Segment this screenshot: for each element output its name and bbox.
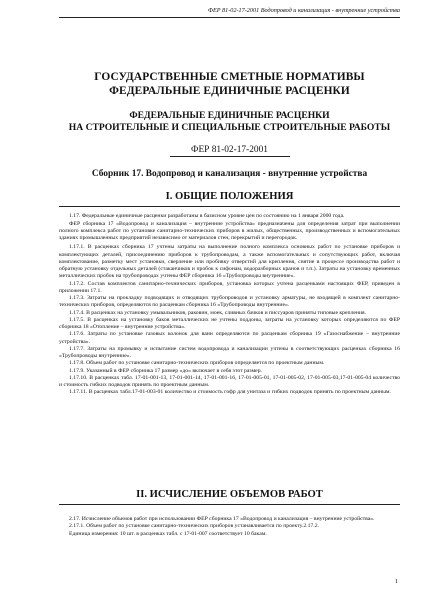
paragraph: ФЕР сборника 17 «Водопровод и канализация – внутренние устройства» предназначены для определения затрат при выполнении полного комплекса работ по установке санитарно-технических приборов в жилых, общественных, производственных и вспомогательных зданиях промышленных предприятий независимо от материалов стен, перекрытий и перегородок. xyxy=(59,220,400,242)
paragraph: Единица измерения: 10 шт. в расценках табл. с 17-01-007 соответствует 10 бакам. xyxy=(69,530,267,537)
paragraph: 1.17.9. Указанный в ФЕР сборника 17 размер «до» включает в себя этот размер. xyxy=(69,367,262,374)
subtitle xyxy=(59,110,400,134)
paragraph: 1.17.3. Затраты на прокладку подводящих и отводящих трубопроводов и установку арматуры, не входящей в комплект санитарно-технических приборов, определяются по расценкам сборника 16 «Трубопроводы внутренние». xyxy=(59,295,400,309)
running-header: ФЕР 81-02-17-2001 Водопровод и канализация - внутренние устройства xyxy=(207,7,400,14)
section-1-rule xyxy=(59,206,400,207)
paragraph: 2.17. Исчисление объемов работ при использовании ФЕР сборника 17 «Водопровод и канализация – внутренние устройства». xyxy=(69,516,375,522)
header-rule xyxy=(59,17,400,18)
paragraph: 2.17.1. Объем работ по установке санитарно-технических приборов устанавливается по проекту.2.17.2. xyxy=(69,523,319,530)
section-2-body xyxy=(59,516,400,538)
paragraph: 1.17.5. В расценках на установку баков металлических не учтены поддоны, затраты на установку которых определяются по ФЕР сборника 18 «Отопление – внутренние устройства». xyxy=(59,316,400,331)
section-2-rule xyxy=(59,504,400,505)
paragraph: 1.17.11. В расценках табл.17-01-003-01 количество и стоимость гофр для унитаза и гибких подводок принять по проектным данным. xyxy=(69,389,391,396)
collection-title: Сборник 17. Водопровод и канализация - внутренние устройства xyxy=(91,169,368,180)
section-1-heading: I. ОБЩИЕ ПОЛОЖЕНИЯ xyxy=(165,191,294,203)
main-title-line-2: ФЕДЕРАЛЬНЫЕ ЕДИНИЧНЫЕ РАСЦЕНКИ xyxy=(109,85,350,97)
page-number: 1 xyxy=(394,578,398,585)
paragraph: 1.17.7. Затраты на промывку и испытание систем водопровода и канализации учтены в соответствующих расценках сборника 16 «Трубопроводы внутренние». xyxy=(59,345,400,360)
paragraph: 1.17.2. Состав комплектов санитарно-технических приборов, установка которых учтена расценками настоящих ФЕР, приведен в приложении 17.1. xyxy=(59,280,400,294)
paragraph: 1.17.4. В расценках на установку умывальников, раковин, моек, сливных бачков и писсуаров приняты типовые крепления. xyxy=(69,309,367,316)
section-2-heading: II. ИСЧИСЛЕНИЕ ОБЪЕМОВ РАБОТ xyxy=(136,489,323,500)
section-1-body xyxy=(59,213,400,396)
paragraph: 1.17.10. В расценках табл. 17-01-001-13, 17-01-001-14, 17-01-001-16, 17-01-005-01, 17-01-005-02, 17-01-005-03,17-01-005-04 количество и стоимость гибких подводок принять по проектным данным. xyxy=(59,374,400,389)
subtitle-line-2: НА СТРОИТЕЛЬНЫЕ И СПЕЦИАЛЬНЫЕ СТРОИТЕЛЬНЫЕ РАБОТЫ xyxy=(68,122,391,134)
document-content xyxy=(59,70,400,397)
subtitle-line-1: ФЕДЕРАЛЬНЫЕ ЕДИНИЧНЫЕ РАСЦЕНКИ xyxy=(129,110,330,121)
paragraph: 1.17.1. В расценках сборника 17 учтены затраты на выполнение полного комплекса основных работ по установке приборов и комплектующих деталей, присоединению приборов к трубопроводам, а также вспомогательных и сопутствующих работ, включая комплектование, разметку мест установки, сверление или пробивку отверстий для крепления, снятие в процессе производства работ и обратную установку отдельных деталей (стаканчиков и пробок к сифонам, водоразборных кранов и т.п.). Затраты на установку временных металлических пробок на трубопроводах учтены ФЕР сборника 16 «Трубопроводы внутренние». xyxy=(59,244,400,280)
paragraph: 1.17.8. Объем работ по установке санитарно-технических приборов определяется по проектным данным. xyxy=(69,360,325,367)
main-title-line-1: ГОСУДАРСТВЕННЫЕ СМЕТНЫЕ НОРМАТИВЫ xyxy=(94,71,365,83)
paragraph: 1.17. Федеральные единичные расценки разработаны в базисном уровне цен по состоянию на 1 января 2000 года. xyxy=(69,213,345,220)
paragraph: 1.17.6. Затраты по установке газовых колонок для ванн определяются по расценкам сборника 19 «Газоснабжение – внутренние устройства». xyxy=(59,331,400,345)
document-code: ФЕР 81-02-17-2001 xyxy=(170,144,290,157)
